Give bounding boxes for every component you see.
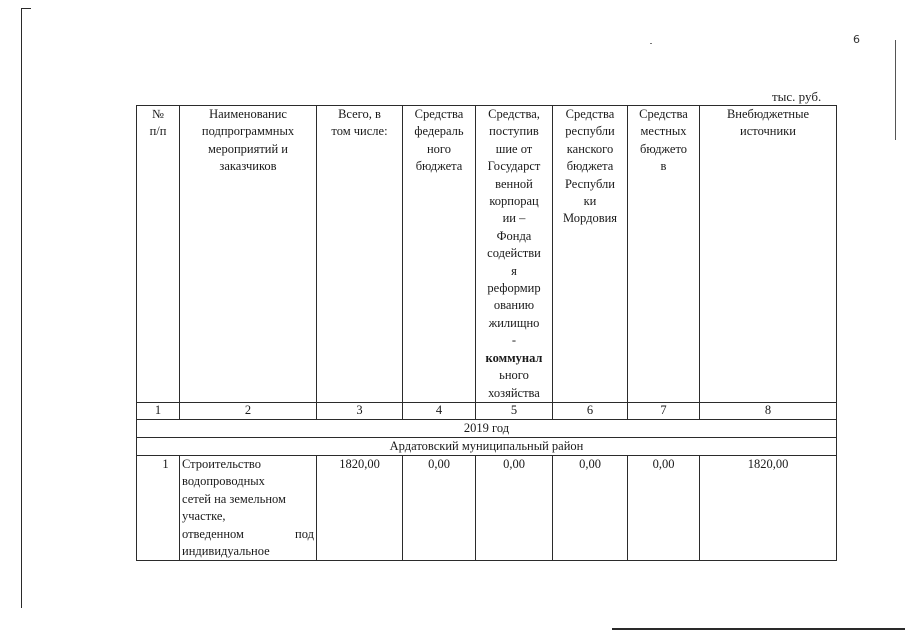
header-fund-part1: Средства, поступив шие от Государст венной корпорац ии – Фонда содействи я реформир ованию жилищно - <box>487 107 541 348</box>
row-name-line: водопроводных <box>182 474 265 489</box>
units-label: тыс. руб. <box>772 89 822 104</box>
table-row <box>137 455 837 560</box>
column-number: 4 <box>403 402 476 419</box>
year-row <box>137 419 837 437</box>
scan-top-corner-mark <box>21 8 31 9</box>
scan-right-edge-line <box>895 40 896 140</box>
header-fund <box>476 106 553 403</box>
scan-bottom-edge-line <box>612 628 905 630</box>
row-name-line: отведенном под <box>182 526 314 541</box>
column-number: 3 <box>317 402 403 419</box>
column-number: 2 <box>180 402 317 419</box>
scan-speck <box>650 43 652 44</box>
column-number: 5 <box>476 402 553 419</box>
funding-table <box>136 105 837 561</box>
row-extra: 1820,00 <box>700 455 837 560</box>
column-number: 8 <box>700 402 837 419</box>
row-name-line: Строительство <box>182 456 262 471</box>
column-number: 1 <box>137 402 180 419</box>
year-label: 2019 год <box>137 419 837 437</box>
row-name-line: индивидуальное <box>182 543 270 558</box>
column-number: 7 <box>628 402 700 419</box>
header-total: Всего, в том числе: <box>317 106 403 403</box>
header-num: № п/п <box>137 106 180 403</box>
table-header-row <box>137 106 837 403</box>
row-name <box>180 455 317 560</box>
row-total: 1820,00 <box>317 455 403 560</box>
district-label: Ардатовский муниципальный район <box>137 437 837 455</box>
row-local: 0,00 <box>628 455 700 560</box>
header-name: Наименованис подпрограммных мероприятий и заказчиков <box>180 106 317 403</box>
page-number: 6 <box>853 33 860 46</box>
header-local: Средства местных бюджето в <box>628 106 700 403</box>
district-row <box>137 437 837 455</box>
header-fund-part3: ьного хозяйства <box>488 368 540 400</box>
row-number: 1 <box>137 455 180 560</box>
header-republic: Средства республи канского бюджета Республи ки Мордовия <box>553 106 628 403</box>
row-name-line: участке, <box>182 509 226 524</box>
row-name-line: сетей на земельном <box>182 491 286 506</box>
header-fund-part2: коммунал <box>485 350 543 365</box>
column-number: 6 <box>553 402 628 419</box>
row-republic: 0,00 <box>553 455 628 560</box>
row-federal: 0,00 <box>403 455 476 560</box>
header-extra: Внебюджетные источники <box>700 106 837 403</box>
header-federal: Средства федераль ного бюджета <box>403 106 476 403</box>
scan-left-edge-line <box>21 8 22 608</box>
column-number-row <box>137 402 837 419</box>
row-fund: 0,00 <box>476 455 553 560</box>
